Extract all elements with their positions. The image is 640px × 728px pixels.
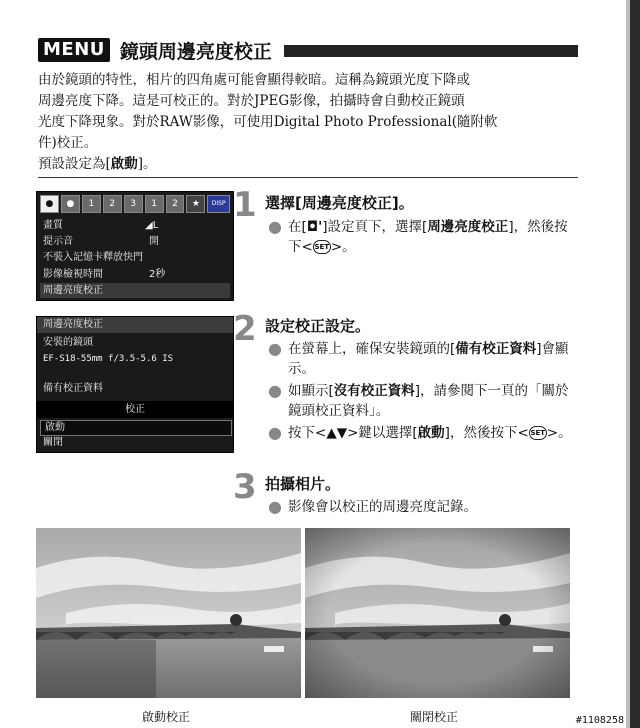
- bullet-text: [288, 381, 578, 421]
- intro-line: 件)校正。: [38, 135, 98, 151]
- step-bullet: [268, 339, 578, 381]
- step-bullet: [268, 423, 578, 465]
- step-title: 選擇[周邊亮度校正]。: [265, 194, 414, 212]
- menu-tab-row: [40, 195, 230, 213]
- step-bullet: [268, 381, 578, 423]
- option-enable: 啟動: [40, 420, 232, 436]
- section-divider: [38, 177, 578, 178]
- menu-item-value: 2秒: [149, 269, 166, 280]
- bullet-dot: ●: [268, 217, 282, 236]
- bullet-dot: ●: [268, 423, 282, 442]
- sample-photo-corrected: [36, 528, 301, 698]
- header-rule: [284, 45, 578, 57]
- text-fragment: ]，然後按下<: [288, 219, 568, 255]
- text-fragment: >。: [330, 239, 356, 255]
- text-fragment: ]設定頁下，選擇[: [322, 219, 428, 235]
- intro-line: 由於鏡頭的特性，相片的四角處可能會顯得較暗。這稱為鏡頭光度下降或: [38, 72, 470, 88]
- default-setting: [38, 154, 578, 175]
- step-title: 拍攝相片。: [265, 475, 341, 493]
- menu-tab: 1: [82, 195, 101, 213]
- menu-badge: MENU: [38, 38, 110, 62]
- step-title: 設定校正設定。: [265, 317, 371, 335]
- page-title: 鏡頭周邊亮度校正: [119, 40, 272, 63]
- menu-item-label: 畫質: [43, 220, 63, 231]
- page-edge: [630, 0, 640, 728]
- menu-tab: DISP: [207, 195, 230, 213]
- caption-corrected: 啟動校正: [142, 710, 191, 724]
- menu-tab: ●: [40, 195, 59, 213]
- up-down-arrow-icon: ▲▼: [326, 425, 348, 441]
- menu-item-label: 提示音: [43, 236, 73, 247]
- bullet-text: [288, 217, 578, 257]
- text-fragment: 在螢幕上，確保安裝鏡頭的[: [288, 341, 456, 357]
- intro-paragraph: [38, 70, 578, 175]
- default-prefix: 預設設定為[: [38, 156, 111, 172]
- correction-button: 校正: [37, 401, 233, 418]
- bullet-text: [288, 339, 578, 379]
- text-fragment: 如顯示[: [288, 383, 334, 399]
- menu-item-label: 周邊亮度校正: [43, 285, 103, 296]
- set-button-icon: SET: [313, 240, 331, 254]
- text-fragment: >。: [546, 425, 572, 441]
- sample-photo-uncorrected: [305, 528, 570, 698]
- text-fragment: 在[: [288, 219, 307, 235]
- text-fragment: ]，然後按下<: [444, 425, 529, 441]
- bullet-text: 影像會以校正的周邊亮度記錄。: [288, 499, 477, 515]
- set-button-icon: SET: [529, 426, 547, 440]
- default-suffix: ]。: [137, 156, 157, 172]
- section-header: [38, 36, 578, 64]
- bullet-dot: ●: [268, 339, 282, 358]
- screen-title: 周邊亮度校正: [37, 317, 233, 333]
- menu-tab: 3: [124, 195, 143, 213]
- menu-item-label: 影像檢視時間: [43, 269, 103, 280]
- menu-item-value: 開: [149, 236, 159, 247]
- bold-term: 沒有校正資料: [333, 383, 415, 399]
- bullet-dot: ●: [268, 497, 282, 516]
- menu-item-label: 不裝入記憶卡釋放快門: [43, 252, 143, 263]
- text-fragment: ]會顯示。: [288, 341, 569, 377]
- camera-menu-screen: [36, 191, 234, 301]
- lens-label: 安裝的鏡頭: [43, 337, 93, 348]
- default-value: 啟動: [110, 156, 138, 172]
- bold-term: 備有校正資料: [455, 341, 537, 357]
- intro-line: 周邊亮度下降。這是可校正的。對於JPEG影像，拍攝時會自動校正鏡頭: [38, 93, 465, 109]
- menu-item-value: ◢L: [145, 220, 159, 231]
- step-number: 1: [233, 185, 257, 225]
- camera-tab-icon: ◘': [306, 219, 323, 235]
- bridge-scene-image: [36, 528, 301, 698]
- step-number: 2: [233, 309, 257, 349]
- menu-tab: 1: [145, 195, 164, 213]
- bold-term: 周邊亮度校正: [427, 219, 509, 235]
- text-fragment: >鍵以選擇[: [347, 425, 418, 441]
- caption-uncorrected: 關閉校正: [410, 710, 459, 724]
- step-bullet: [268, 497, 578, 519]
- menu-tab: ★: [186, 195, 205, 213]
- menu-tab: 2: [103, 195, 122, 213]
- menu-tab: ●: [61, 195, 80, 213]
- bullet-text: [288, 423, 578, 443]
- menu-tab: 2: [166, 195, 185, 213]
- intro-line: 光度下降現象。對於RAW影像，可使用Digital Photo Professional(隨附軟: [38, 114, 498, 130]
- watermark-id: #1108258: [575, 715, 624, 726]
- bullet-dot: ●: [268, 381, 282, 400]
- text-fragment: 按下<: [288, 425, 327, 441]
- correction-data-label: 備有校正資料: [43, 383, 103, 394]
- bold-term: 啟動: [417, 425, 445, 441]
- lens-name: EF-S18-55mm f/3.5-5.6 IS: [43, 354, 174, 364]
- step-bullet: [268, 217, 578, 259]
- step-number: 3: [233, 467, 257, 507]
- text-fragment: ]，請參閱下一頁的「關於鏡頭校正資料」。: [288, 383, 569, 419]
- bridge-scene-image: [305, 528, 570, 698]
- option-disable: 關閉: [43, 437, 63, 448]
- correction-screen: [36, 316, 234, 453]
